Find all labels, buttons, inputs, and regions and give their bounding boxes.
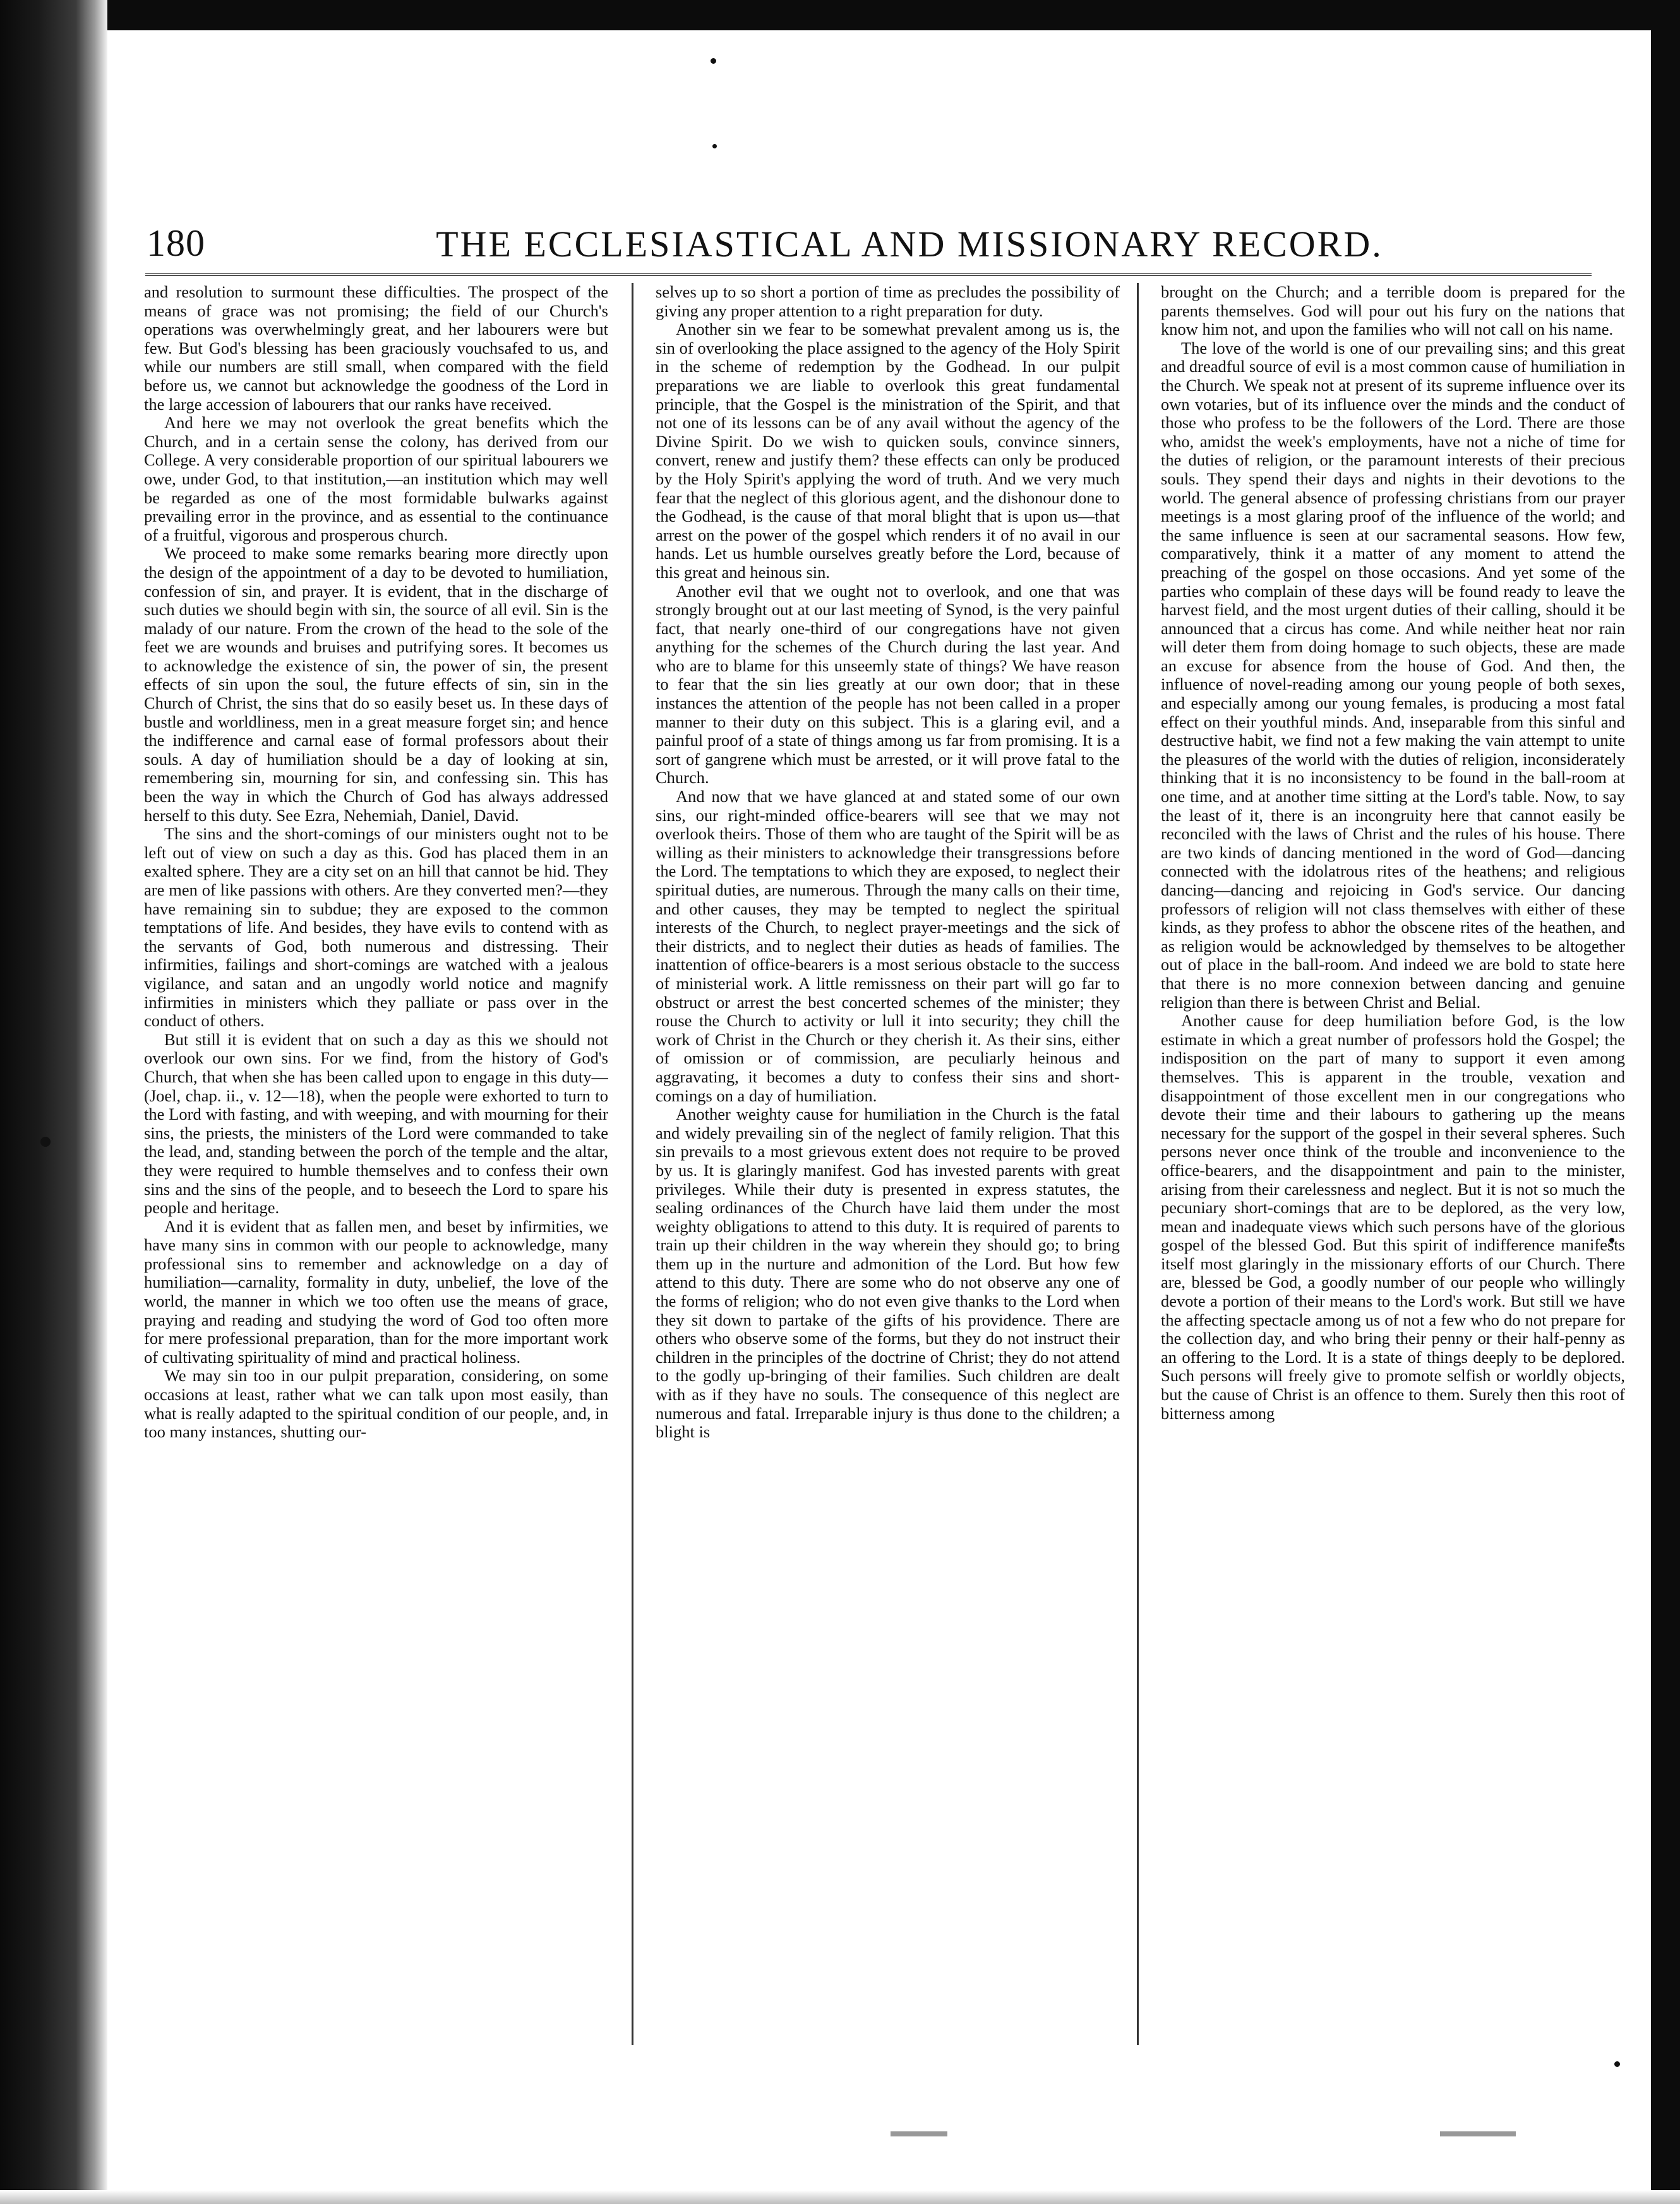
paragraph: The love of the world is one of our prevailing sins; and this great and dreadful source of evil is a most common cause of humiliation in the Church. We speak not at present of its supreme influence over its own votaries, but of its influence over the minds and the conduct of those who profess to be the followers of the Lord. There are those who, amidst the week's employments, have not a niche of time for the duties of religion, or the paramount interests of their precious souls. They spend their days and nights in their devotions to the world. The general absence of professing christians from our prayer meetings is a most glaring proof of the influence of the world; and the same influence is seen at our sacramental seasons. How few, comparatively, think it a matter of any moment to attend the preaching of the gospel on those occasions. And yet some of the parties who complain of these days will be found ready to leave the harvest field, and the most urgent duties of their calling, should it be announced that a circus has come. And while neither heat nor rain will deter them from doing homage to such objects, these are made an excuse for absence from the house of God. And then, the influence of novel-reading among our young people of both sexes, and especially among our young females, is producing a most fatal effect on their youthful minds. And, inseparable from this sinful and destructive habit, we find not a few making the vain attempt to unite the pleasures of the world with the duties of religion, inconsiderately thinking that it is no inconsistency to be found in the ball-room at one time, and at another time sitting at the Lord's table. Now, to say the least of it, there is an incongruity here that cannot easily be reconciled with the laws of Christ and the rules of his house. There are two kinds of dancing mentioned in the word of God—dancing connected with the idolatrous rites of the heathens; and religious dancing—dancing and rejoicing in God's service. Our dancing professors of religion will not class themselves with either of these kinds, as they profess to abhor the obscene rites of the heathen, and as religion would be acknowledged by themselves to be altogether out of place in the ball-room. And indeed we are bold to state here that there is no more connexion between dancing and genuine religion than there is between Christ and Belial. (1161, 338, 1625, 1012)
scan-smudge (1440, 2131, 1516, 2136)
scan-border-bottom (0, 2190, 1680, 2204)
paragraph: brought on the Church; and a terrible doom is prepared for the parents themselves. God will pour out his fury on the nations that know him not, and upon the families who will not call on his name. (1161, 283, 1625, 339)
column-divider (1137, 283, 1139, 2045)
paragraph: The sins and the short-comings of our ministers ought not to be left out of view on such a day as this. God has placed them in an exalted sphere. They are a city set on an hill that cannot be hid. They are men of like passions with others. Are they converted men?—they have remaining sin to subdue; they are exposed to the common temptations of life. And besides, they have evils to contend with as the servants of God, both numerous and distressing. Their infirmities, failings and short-comings are watched with a jealous vigilance, and satan and an ungodly world notice and magnify infirmities in ministers which they palliate or pass over in the conduct of others. (144, 824, 608, 1031)
scan-speck (712, 144, 717, 148)
paragraph: We proceed to make some remarks bearing more directly upon the design of the appointment of a day to be devoted to humiliation, confession of sin, and prayer. It is evident, that in the discharge of such duties we should begin with sin, the source of all evil. Sin is the malady of our nature. From the crown of the head to the sole of the feet we are wounds and bruises and putrifying sores. It becomes us to acknowledge the existence of sin, the power of sin, the present effects of sin upon the soul, the future effects of sin, sin in the Church of Christ, the sins that do so easily beset us. In these days of bustle and worldliness, men in a great measure forget sin; and hence the indifference and carnal ease of formal professors about their souls. A day of humiliation should be a day of looking at sin, remembering sin, mourning for sin, and confessing sin. This has been the way in which the Church of God has always addressed herself to this duty. See Ezra, Nehemiah, Daniel, David. (144, 544, 608, 825)
page-number: 180 (147, 222, 205, 264)
text-column-left (144, 283, 608, 2045)
paragraph: Another sin we fear to be somewhat prevalent among us is, the sin of overlooking the place assigned to the agency of the Holy Spirit in the scheme of redemption by the Godhead. In our pulpit preparations we are liable to overlook this great fundamental principle, that the Gospel is the ministration of the Spirit, and that not one of its lessons can be of any avail without the agency of the Divine Spirit. Do we wish to quicken souls, convince sinners, convert, renew and justify them? these effects can only be produced by the Holy Spirit's applying the word of truth. And we very much fear that the neglect of this glorious agent, and the dishonour done to the Godhead, is the cause of that moral blight that is upon us—that arrest on the power of the gospel which renders it of no avail in our hands. Let us humble ourselves greatly before the Lord, because of this great and heinous sin. (656, 320, 1120, 582)
page-header (126, 218, 1629, 287)
paragraph: Another evil that we ought not to overlook, and one that was strongly brought out at our last meeting of Synod, is the very painful fact, that nearly one-third of our congregations have not given anything for the schemes of the Church during the last year. And who are to blame for this unseemly state of things? We have reason to fear that the sin lies greatly at our own door; that in these instances the attention of the people has not been called in a proper manner to their duty on this subject. This is a glaring evil, and a painful proof of a state of things among us far from promising. It is a sort of gangrene which must be arrested, or it will prove fatal to the Church. (656, 581, 1120, 788)
paragraph: We may sin too in our pulpit preparation, considering, on some occasions at least, rather what we can talk upon most easily, than what is really adapted to the spiritual condition of our people, and, in too many instances, shutting our- (144, 1366, 608, 1442)
paragraph: And here we may not overlook the great benefits which the Church, and in a certain sense the colony, has derived from our College. A very considerable proportion of our spiritual labourers we owe, under God, to that institution,—an institution which may well be regarded as one of the most formidable bulwarks against prevailing error in the province, and as essential to the continuance of a fruitful, vigorous and prosperous church. (144, 413, 608, 544)
paragraph: Another cause for deep humiliation before God, is the low estimate in which a great number of professors hold the Gospel; the indisposition on the part of many to support it even among themselves. This is apparent in the trouble, vexation and disappointment of those excellent men in our congregations who devote their time and their labours to gathering up the means necessary for the support of the gospel in their several spheres. Such persons never once think of the trouble and inconvenience to the office-bearers, and the disappointment and pain to the minister, arising from their carelessness and neglect. But it is not so much the pecuniary short-comings that are to be deplored, as the very low, mean and inadequate views which such persons have of the glorious gospel of the blessed God. But this spirit of indifference manifests itself most glaringly in the missionary efforts of our Church. There are, blessed be God, a goodly number of our people who willingly devote a portion of their means to the Lord's work. But still we have the affecting spectacle among us of not a few who do not prepare for the collection day, and who bring their penny or their half-penny as an offering to the Lord. It is a state of things deeply to be deplored. Such persons will freely give to promote selfish or worldly objects, but the cause of Christ is an offence to them. Surely then this root of bitterness among (1161, 1011, 1625, 1423)
scan-speck (1614, 2061, 1620, 2067)
scan-border-top (0, 0, 1680, 30)
column-divider (632, 283, 633, 2045)
paragraph: And it is evident that as fallen men, and beset by infirmities, we have many sins in common with our people to acknowledge, many professional sins to remember and acknowledge on a day of humiliation—carnality, formality in duty, unbelief, the love of the world, the manner in which we too often use the means of grace, praying and reading and studying the word of God too often more for mere professional preparation, than for the more important work of cultivating spirituality of mind and practical holiness. (144, 1216, 608, 1367)
text-column-right (1161, 283, 1625, 2045)
journal-title: THE ECCLESIASTICAL AND MISSIONARY RECORD. (436, 224, 1383, 265)
scan-smudge (891, 2131, 947, 2136)
scan-border-right (1651, 0, 1680, 2204)
scan-speck (40, 1137, 51, 1147)
scan-border-left (0, 0, 107, 2204)
header-rule (145, 273, 1592, 276)
paragraph: But still it is evident that on such a day as this we should not overlook our own sins. For we find, from the history of God's Church, that when she has been called upon to engage in this duty—(Joel, chap. ii., v. 12—18), when the people were exhorted to turn to the Lord with fasting, and with weeping, and with mourning for their sins, the priests, the ministers of the Lord were commanded to take the lead, and, standing between the porch of the temple and the altar, they were required to humble themselves and to confess their own sins and the sins of the people, and to beseech the Lord to spare his people and heritage. (144, 1029, 608, 1218)
paragraph: and resolution to surmount these difficulties. The prospect of the means of grace was not promising; the field of our Church's operations was overwhelmingly great, and her labourers were but few. But God's blessing has been graciously vouchsafed to us, and while our numbers are still small, when compared with the field before us, we cannot but acknowledge the goodness of the Lord in the large accession of labourers that our ranks have received. (144, 283, 608, 414)
text-column-middle (656, 283, 1120, 2045)
article-body (144, 283, 1647, 2045)
paragraph: Another weighty cause for humiliation in the Church is the fatal and widely prevailing sin of the neglect of family religion. That this sin prevails to a most grievous extent does not require to be proved by us. It is glaringly manifest. God has invested parents with great privileges. While their duty is presented in express statutes, the sealing ordinances of the Church have laid them under the most weighty obligations to attend to this duty. It is required of parents to train up their children in the way wherein they should go; to bring them up in the nurture and admonition of the Lord. But how few attend to this duty. There are some who do not observe any one of the forms of religion; who do not even give thanks to the Lord when they sit down to partake of the gifts of his providence. There are others who observe some of the forms, but they do not instruct their children in the principles of the doctrine of Christ; they do not attend to the godly up-bringing of their families. Such children are dealt with as if they have no souls. The consequence of this neglect are numerous and fatal. Irreparable injury is thus done to the children; a blight is (656, 1105, 1120, 1442)
paragraph: And now that we have glanced at and stated some of our own sins, our right-minded office-bearers will see that we may not overlook theirs. Those of them who are taught of the Spirit will be as willing as their ministers to acknowledge their transgressions before the Lord. The temptations to which they are exposed, to neglect their spiritual duties, are numerous. Through the many calls on their time, and other causes, they may be tempted to neglect the spiritual interests of the Church, to neglect prayer-meetings and the sick of their districts, and to neglect their duties as heads of families. The inattention of office-bearers is a most serious obstacle to the success of ministerial work. A little remissness on their part will go far to obstruct or arrest the best concerted schemes of the minister; they rouse the Church to activity or lull it into security; they chill the work of Christ in the Church or they cherish it. As their sins, either of omission or of commission, are peculiarly heinous and aggravating, it becomes a duty to confess their sins and short-comings on a day of humiliation. (656, 787, 1120, 1105)
scan-speck (711, 58, 716, 64)
paragraph: selves up to so short a portion of time as precludes the possibility of giving any proper attention to a right preparation for duty. (656, 283, 1120, 320)
